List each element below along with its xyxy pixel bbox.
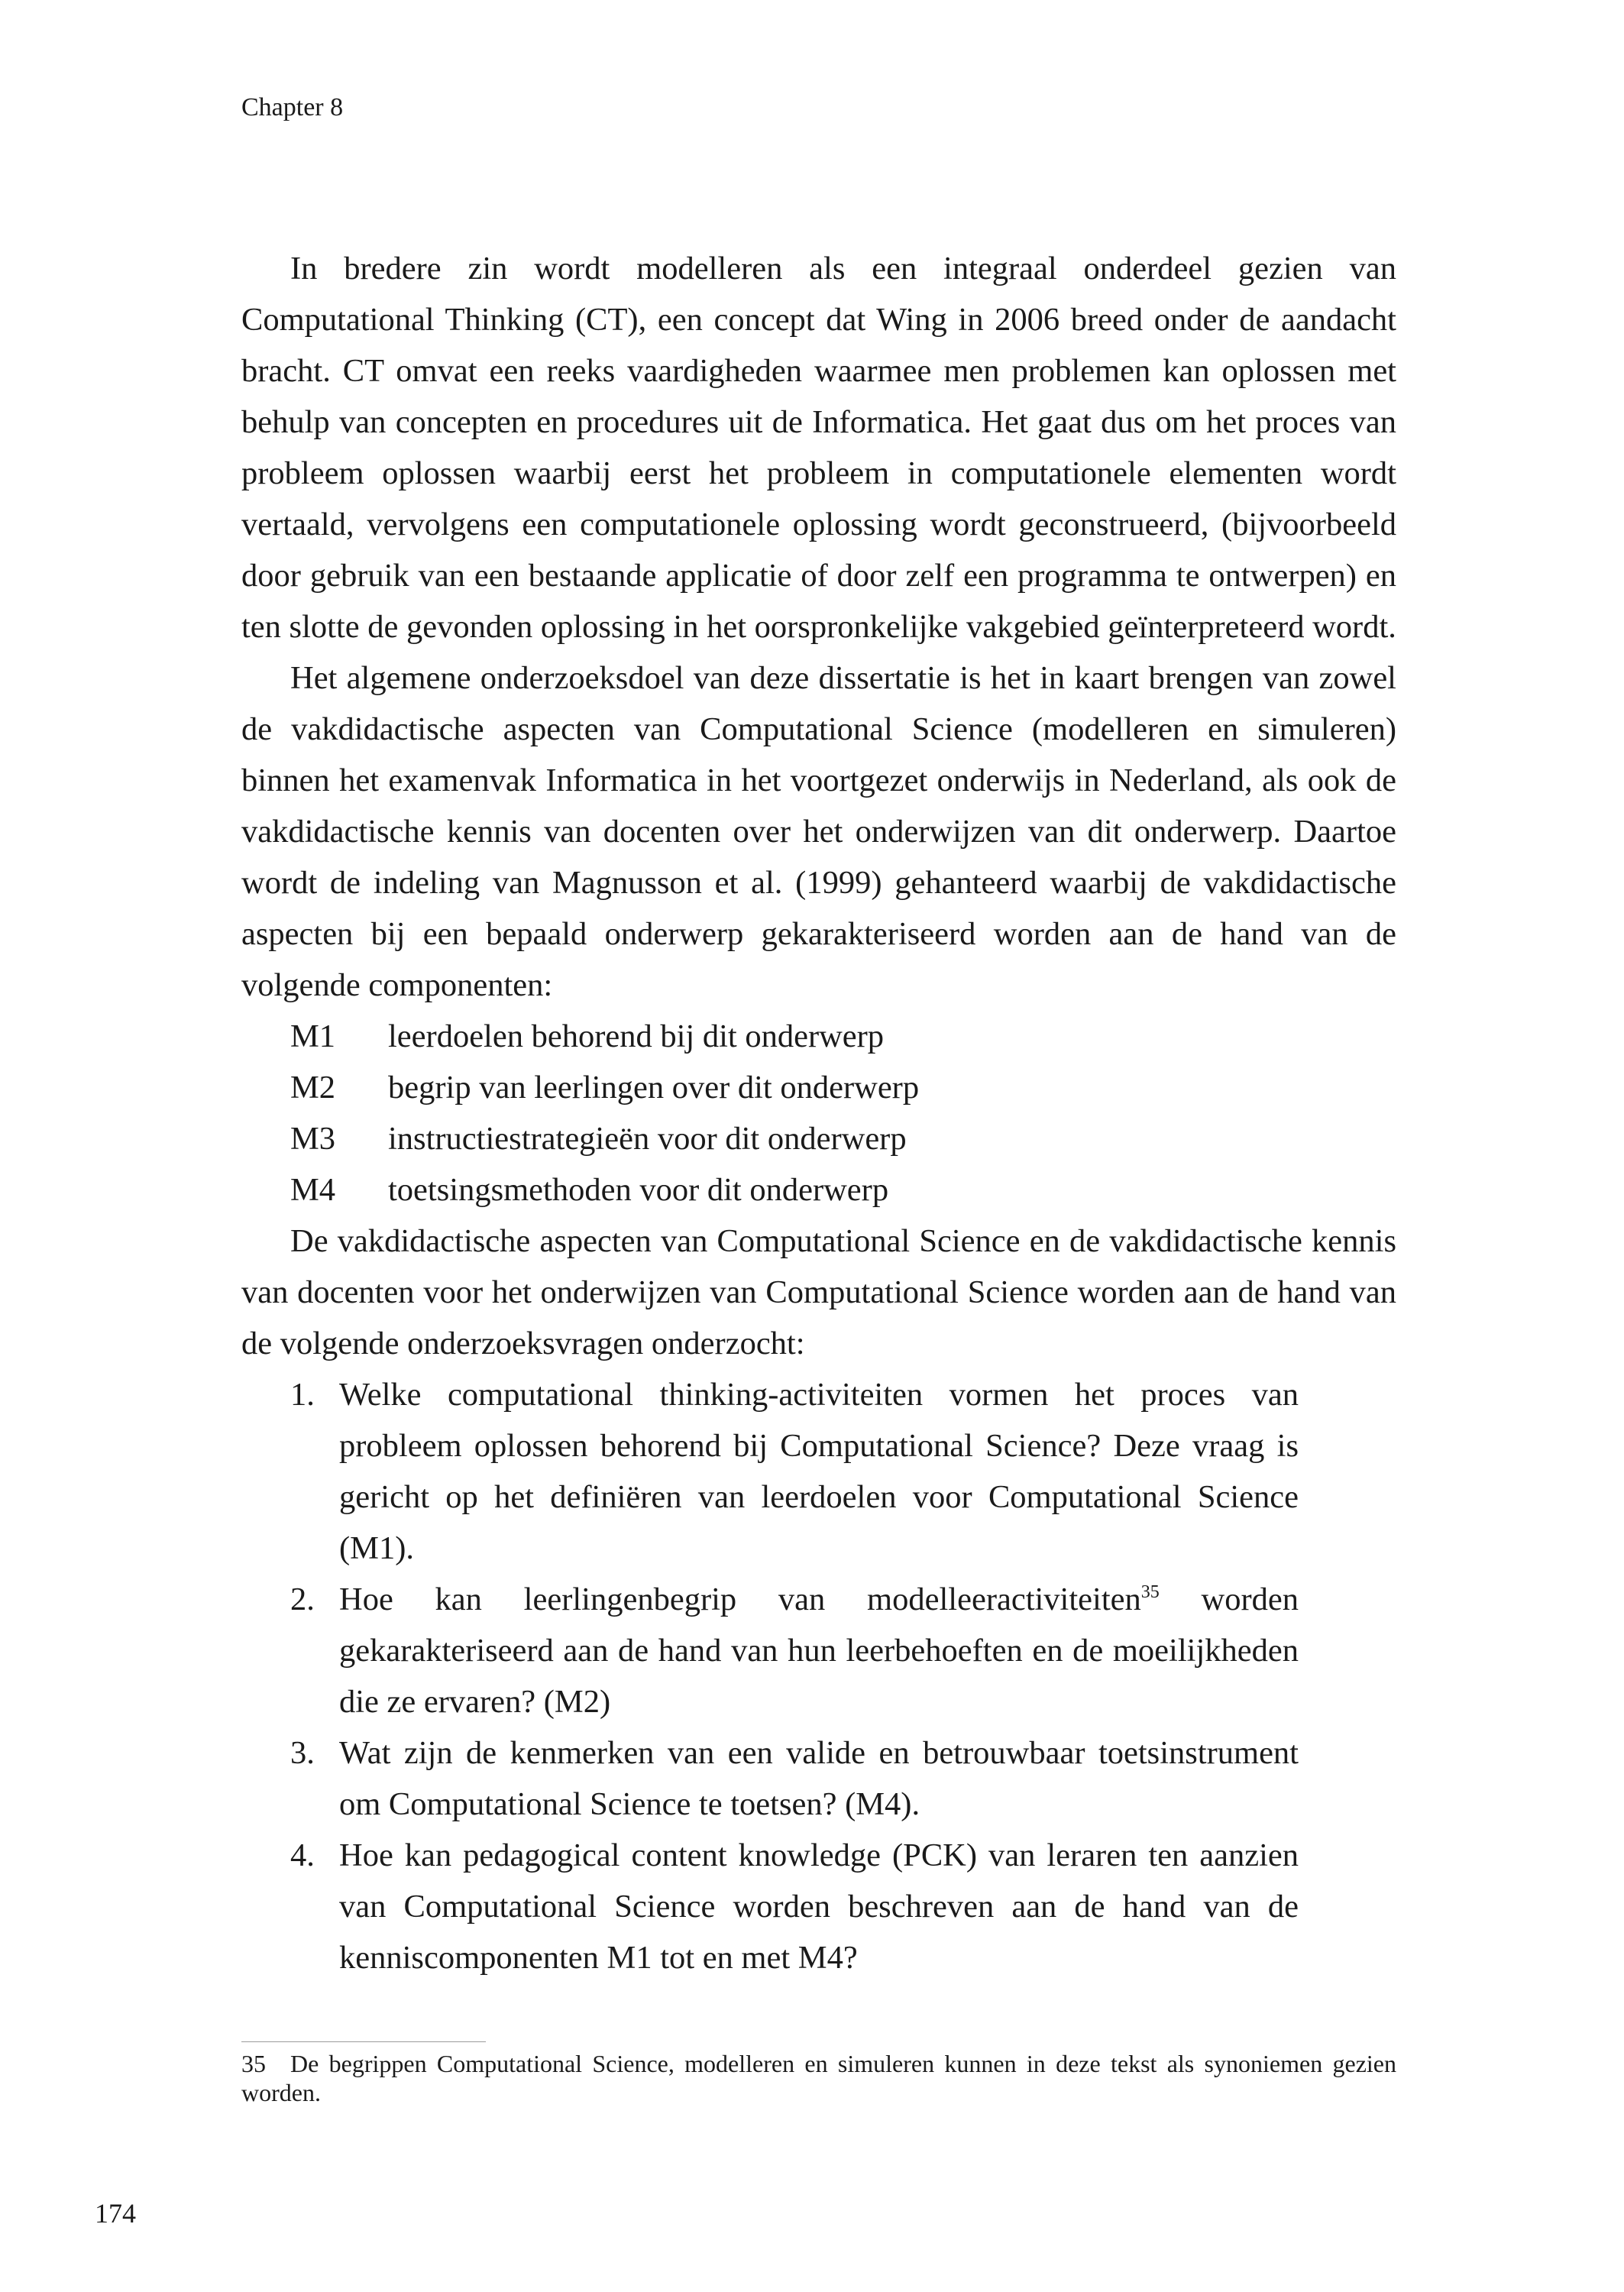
research-question [241, 1369, 1299, 1574]
component-code: M2 [290, 1070, 336, 1106]
research-question [241, 1574, 1299, 1727]
footnote-divider [241, 2041, 486, 2042]
question-text [339, 1574, 1299, 1727]
component-item [241, 1113, 1396, 1164]
component-text: begrip van leerlingen over dit onderwerp [388, 1070, 920, 1106]
question-text: Wat zijn de kenmerken van een valide en betrouwbaar toetsinstrument om Computational Science te toetsen? (M4). [339, 1735, 1299, 1822]
page-number: 174 [95, 2198, 136, 2229]
question-number: 4. [290, 1837, 315, 1873]
component-list [241, 1011, 1396, 1216]
footnote-number: 35 [241, 2050, 266, 2077]
component-text: leerdoelen behorend bij dit onderwerp [388, 1018, 885, 1054]
question-number: 3. [290, 1735, 315, 1771]
footnote-text: De begrippen Computational Science, modelleren en simuleren kunnen in deze tekst als synoniemen gezien worden. [241, 2050, 1396, 2106]
research-question [241, 1830, 1299, 1983]
footnote [241, 2049, 1396, 2107]
component-code: M1 [290, 1018, 336, 1054]
question-text: Hoe kan pedagogical content knowledge (PCK) van leraren ten aanzien van Computational Science worden beschreven aan de hand van de kenniscomponenten M1 tot en met M4? [339, 1837, 1299, 1976]
question-text-after: worden gekarakteriseerd aan de hand van hun leerbehoeften en de moeilijkheden die ze ervaren? (M2) [339, 1581, 1299, 1720]
question-number: 1. [290, 1377, 315, 1413]
paragraph-ct: In bredere zin wordt modelleren als een integraal onderdeel gezien van Computational Thinking (CT), een concept dat Wing in 2006 breed onder de aandacht bracht. CT omvat een reeks vaardigheden waarmee men problemen kan oplossen met behulp van concepten en procedures uit de Informatica. Het gaat dus om het proces van probleem oplossen waarbij eerst het probleem in computationele elementen wordt vertaald, vervolgens een computationele oplossing wordt geconstrueerd, (bijvoorbeeld door gebruik van een bestaande applicatie of door zelf een programma te ontwerpen) en ten slotte de gevonden oplossing in het oorspronkelijke vakgebied geïnterpreteerd wordt. [241, 251, 1396, 645]
component-item [241, 1062, 1396, 1113]
component-item [241, 1164, 1396, 1216]
component-text: instructiestrategieën voor dit onderwerp [388, 1121, 907, 1157]
research-question [241, 1727, 1299, 1830]
question-text: Welke computational thinking-activiteiten vormen het proces van probleem oplossen behorend bij Computational Science? Deze vraag is gericht op het definiëren van leerdoelen voor Computational Science (M1). [339, 1377, 1299, 1566]
paragraph-research-questions-intro: De vakdidactische aspecten van Computational Science en de vakdidactische kennis van docenten voor het onderwijzen van Computational Science worden aan de hand van de volgende onderzoeksvragen onderzocht: [241, 1223, 1396, 1361]
question-text-before: Hoe kan leerlingenbegrip van modelleeractiviteiten [339, 1581, 1141, 1617]
footnote-reference[interactable]: 35 [1140, 1582, 1160, 1602]
body-text [241, 243, 1396, 1983]
component-text: toetsingsmethoden voor dit onderwerp [388, 1172, 889, 1208]
component-code: M4 [290, 1172, 336, 1208]
research-question-list [241, 1369, 1299, 1983]
running-head: Chapter 8 [241, 93, 344, 121]
component-code: M3 [290, 1121, 336, 1157]
paragraph-research-goal: Het algemene onderzoeksdoel van deze dissertatie is het in kaart brengen van zowel de vakdidactische aspecten van Computational Science (modelleren en simuleren) binnen het examenvak Informatica in het voortgezet onderwijs in Nederland, als ook de vakdidactische kennis van docenten over het onderwijzen van dit onderwerp. Daartoe wordt de indeling van Magnusson et al. (1999) gehanteerd waarbij de vakdidactische aspecten bij een bepaald onderwerp gekarakteriseerd worden aan de hand van de volgende componenten: [241, 660, 1396, 1003]
question-number: 2. [290, 1581, 315, 1617]
component-item [241, 1011, 1396, 1062]
